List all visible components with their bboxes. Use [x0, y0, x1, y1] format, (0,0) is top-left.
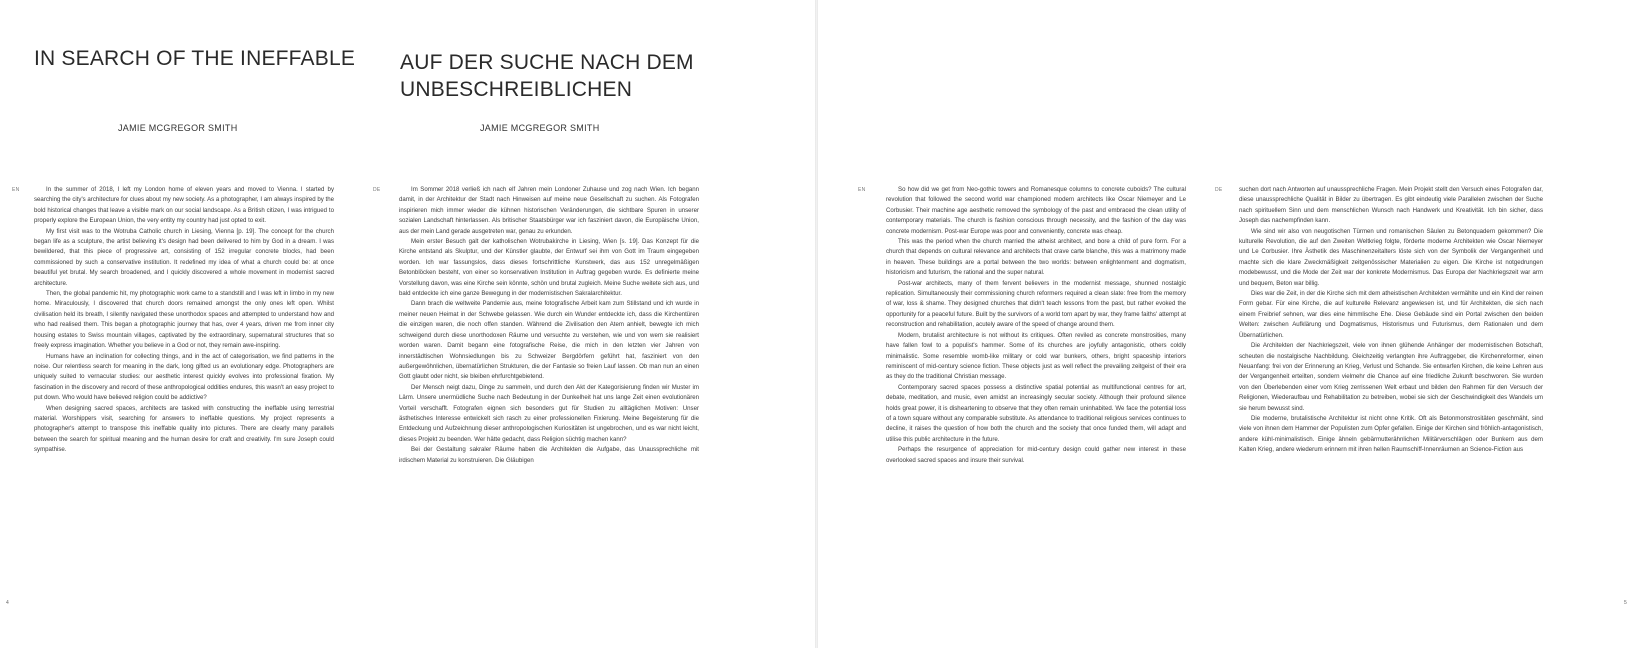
german-author: JAMIE MCGREGOR SMITH — [480, 123, 600, 133]
german-paragraph: Die moderne, brutalistische Architektur ist nicht ohne Kritik. Oft als Betonmonstrositäten geschmäht, sind viele von ihnen dem Hammer der Populisten zum Opfer gefallen. Einige der Kirchen sind fröhlich-antagonistisch, andere kühl-minimalistisch. Einige ähneln gebärmutterähnlichen Militärverschlägen oder Bunkern aus dem Kalten Krieg, andere wiederum erinnern mit ihren hellen Raumschiff-Innenräumen an Science-Fiction aus — [1239, 414, 1543, 454]
english-paragraph: Contemporary sacred spaces possess a distinctive spatial potential as multifunctional centres for art, debate, meditation, and music, even amidst an increasingly secular society. Although their profound silence holds great power, it is disheartening to observe that they often remain uninhabited. We face the potential loss of a town square without any comparable substitute. As attendance to traditional religious services continues to decline, it raises the question of how both the church and the society that once funded them, will adapt and utilise this public architecture in the future. — [886, 383, 1186, 443]
english-paragraph: So how did we get from Neo-gothic towers and Romanesque columns to concrete cuboids? The cultural revolution that followed the second world war championed modern architects like Oscar Niemeyer and Le Corbusier. Their machine age aesthetic removed the symbology of the past and embraced the clean utility of contemporary materials. The church is fashion conscious through necessity, and the fashion of the day was concrete modernism. Post-war Europe was poor and conveniently, concrete was cheap. — [886, 186, 1186, 235]
german-paragraph: Dies war die Zeit, in der die Kirche sich mit dem atheistischen Architekten vermählte und ein Kind der reinen Form gebar. Für eine Kirche, die auf kulturelle Relevanz angewiesen ist, und für Architekten, die sich nach einem Freibrief sehnen, war dies eine himmlische Ehe. Diese Gebäude sind ein Portal zwischen den beiden Welten: zwischen Aufklärung und Dogmatismus, Historismus und Futurismus, dem Rationalen und dem Übernatürlichen. — [1239, 290, 1543, 339]
english-paragraph: My first visit was to the Wotruba Catholic church in Liesing, Vienna [p. 19]. The concept for the church began life as a sculpture, the artist believing it's design had been delivered to him by God in a dream. I was bewildered, that this piece of progressive art, consisting of 152 irregular concrete blocks, had been commissioned by such a conservative institution. It redefined my idea of what a church could be: at once beautiful yet brutal. My search broadened, and I quickly discovered a whole movement in modernist sacred architecture. — [34, 227, 334, 287]
german-language-marker: DE — [373, 187, 381, 193]
english-paragraph: Perhaps the resurgence of appreciation for mid-century design could gather new interest in these overlooked sacred spaces and insure their survival. — [886, 446, 1186, 464]
english-paragraph: This was the period when the church married the atheist architect, and bore a child of pure form. For a church that depends on cultural relevance and architects that crave carte blanche, this was a matrimony made in heaven. These buildings are a portal between the two worlds: between enlightenment and dogmatism, historicism and futurism, the rational and the super natural. — [886, 238, 1186, 277]
english-language-marker: EN — [12, 187, 20, 193]
german-paragraph: Mein erster Besuch galt der katholischen Wotrubakirche in Liesing, Wien [s. 19]. Das Konzept für die Kirche entstand als Skulptur, und der Künstler glaubte, der Entwurf sei ihm von Gott im Traum eingegeben worden. Ich war fassungslos, dass dieses fortschrittliche Kunstwerk, das aus 152 unregelmäßigen Betonblöcken besteht, von einer so konservativen Institution in Auftrag gegeben wurde. Es definierte meine Vorstellung davon, was eine Kirche sein könnte, schön und brutal zugleich. Meine Suche weitete sich aus, und bald entdeckte ich eine ganze Bewegung in der modernistischen Sakralarchitektur. — [399, 238, 699, 298]
english-paragraph: Post-war architects, many of them fervent believers in the modernist message, shunned nostalgic replication. Simultaneously their commissioning church reformers required a clean slate: free from the memory of war, loss & shame. They designed churches that didn't teach lessons from the past, but rather evoked the opportunity for a peaceful future. Built by the survivors of a world torn apart by war, they frame faiths' attempt at reconstruction and rehabilitation, acutely aware of the speed of change around them. — [886, 279, 1186, 329]
german-paragraph: Im Sommer 2018 verließ ich nach elf Jahren mein Londoner Zuhause und zog nach Wien. Ich begann damit, in der Architektur der Stadt nach Hinweisen auf meine neue Gesellschaft zu suchen. Als Fotografen inspirieren mich immer wieder die kühnen historischen Veränderungen, die sichtbare Spuren in unserer sozialen Landschaft hinterlassen. Als britischer Staatsbürger war ich fasziniert davon, die Europäische Union, aus der mein Land gerade ausgetreten war, genau zu erkunden. — [399, 186, 699, 235]
page-number-left: 4 — [6, 600, 9, 606]
english-title: IN SEARCH OF THE INEFFABLE — [34, 47, 356, 70]
english-paragraph: In the summer of 2018, I left my London home of eleven years and moved to Vienna. I started by searching the city's architecture for clues about my new society. As a photographer, I am always inspired by the bold historical changes that leave a visible mark on our social landscape. As a British citizen, I was intrigued to properly explore the European Union, the very entity my country had just opted to exit. — [34, 186, 334, 225]
english-paragraph: Then, the global pandemic hit, my photographic work came to a standstill and I was left in limbo in my new home. Miraculously, I discovered that church doors remained amongst the only ones left open. Whilst civilisation held its breath, I silently navigated these unorthodox spaces and attempted to understand how and who had realised them. This began a photographic journey that has, over 4 years, driven me from inner city housing estates to Swiss mountain villages, captivated by the extraordinary, supernatural structures that so freely express imagination. Whether you believe in a God or not, they remain awe-inspiring. — [34, 290, 334, 350]
english-paragraph: When designing sacred spaces, architects are tasked with constructing the ineffable using terrestrial material. Worshippers visit, searching for answers to ineffable questions. My project represents a photographer's attempt to transpose this ineffable quality into pictures. There are clearly many parallels between the search for spiritual meaning and the human desire for craft and creativity. I'm sure Joseph could sympathise. — [34, 404, 334, 454]
german-paragraph: Dann brach die weltweite Pandemie aus, meine fotografische Arbeit kam zum Stillstand und ich wurde in meiner neuen Heimat in der Schwebe gelassen. Wie durch ein Wunder entdeckte ich, dass die Kirchentüren die einzigen waren, die noch offen standen. Während die Zivilisation den Atem anhielt, bewegte ich mich schweigend durch diese unorthodoxen Räume und versuchte zu verstehen, wie und von wem sie realisiert worden waren. Damit begann eine fotografische Reise, die mich in den letzten vier Jahren von innerstädtischen Wohnsiedlungen bis zu Schweizer Bergdörfern geführt hat, fasziniert von den außergewöhnlichen, übernatürlichen Strukturen, die der Fantasie so freien Lauf lassen. Ob man nun an einen Gott glaubt oder nicht, sie bleiben ehrfurchtgebietend. — [399, 300, 699, 381]
english-author: JAMIE MCGREGOR SMITH — [118, 123, 238, 133]
english-paragraph: Humans have an inclination for collecting things, and in the act of categorisation, we find patterns in the noise. Our relentless search for meaning in the dark, long gifted us an evolutionary edge. Photographers are uniquely suited to vernacular studies: our aesthetic interest quickly evolves into professional fixation. My fascination in the discovery and record of these anthropological oddities endures, this wasn't an easy project to put down. Who would have believed religion could be addictive? — [34, 352, 334, 402]
english-body-column-right — [886, 185, 1186, 583]
german-language-marker-right: DE — [1215, 187, 1223, 193]
german-body-column-right — [1239, 185, 1543, 583]
page-number-right: 5 — [1624, 600, 1627, 606]
left-page — [0, 0, 815, 648]
right-page — [818, 0, 1634, 648]
english-paragraph: Modern, brutalist architecture is not without its critiques. Often reviled as concrete monstrosities, many have fallen fowl to a populist's hammer. Some of its churches are joyfully antagonistic, others coldly minimalistic. Some resemble womb-like military or cold war bunkers, others, bright spaceship interiors reminiscent of mid-century science fiction. These objects just as well reflect the prevailing zeitgeist of their era as they do the traditional Christian message. — [886, 331, 1186, 381]
german-paragraph: suchen dort nach Antworten auf unaussprechliche Fragen. Mein Projekt stellt den Versuch eines Fotografen dar, diese unaussprechliche Qualität in Bilder zu übertragen. Es gibt eindeutig viele Parallelen zwischen der Suche nach spirituellem Sinn und dem menschlichen Wunsch nach Handwerk und Kreativität. Ich bin sicher, dass Joseph das nachempfinden kann. — [1239, 186, 1543, 225]
german-paragraph: Die Architekten der Nachkriegszeit, viele von ihnen glühende Anhänger der modernistischen Botschaft, scheuten die nostalgische Nachbildung. Gleichzeitig verlangten ihre Auftraggeber, die Kirchenreformer, einen Neuanfang: frei von der Erinnerung an Krieg, Verlust und Schande. Sie entwarfen Kirchen, die keine Lehren aus der Vergangenheit erteilten, sondern vielmehr die Chance auf eine friedliche Zukunft beschworen. Sie wurden von den Überlebenden einer vom Krieg zerrissenen Welt erbaut und bilden den Rahmen für den Versuch der Religionen, Wiederaufbau und Rehabilitation zu betreiben, wobei sie sich der Geschwindigkeit des Wandels um sie herum bewusst sind. — [1239, 342, 1543, 412]
german-paragraph: Wie sind wir also von neugotischen Türmen und romanischen Säulen zu Betonquadern gekommen? Die kulturelle Revolution, die auf den Zweiten Weltkrieg folgte, förderte moderne Architekten wie Oscar Niemeyer und Le Corbusier. Ihre Ästhetik des Maschinenzeitalters löste sich von der Symbolik der Vergangenheit und machte sich die klare Zweckmäßigkeit zeitgenössischer Materialien zu eigen. Die Kirche ist notgedrungen modebewusst, und die Mode der Zeit war der konkrete Modernismus. Das Europa der Nachkriegszeit war arm und bequem, Beton war billig. — [1239, 227, 1543, 287]
german-body-column — [399, 185, 699, 583]
german-paragraph: Bei der Gestaltung sakraler Räume haben die Architekten die Aufgabe, das Unaussprechliche mit irdischem Material zu konstruieren. Die Gläubigen — [399, 446, 699, 464]
german-paragraph: Der Mensch neigt dazu, Dinge zu sammeln, und durch den Akt der Kategorisierung finden wir Muster im Lärm. Unsere unermüdliche Suche nach Bedeutung in der Dunkelheit hat uns lange Zeit einen evolutionären Vorteil verschafft. Fotografen eignen sich besonders gut für Studien zu alltäglichen Motiven: Unser ästhetisches Interesse entwickelt sich rasch zu einer professionellen Fixierung. Meine Begeisterung für die Entdeckung und Aufzeichnung dieser anthropologischen Kuriositäten ist ungebrochen, und es war nicht leicht, dieses Projekt zu beenden. Wer hätte gedacht, dass Religion süchtig machen kann? — [399, 383, 699, 443]
english-language-marker-right: EN — [858, 187, 866, 193]
english-body-column — [34, 185, 334, 570]
german-title: AUF DER SUCHE NACH DEM UNBESCHREIBLICHEN — [400, 51, 694, 101]
